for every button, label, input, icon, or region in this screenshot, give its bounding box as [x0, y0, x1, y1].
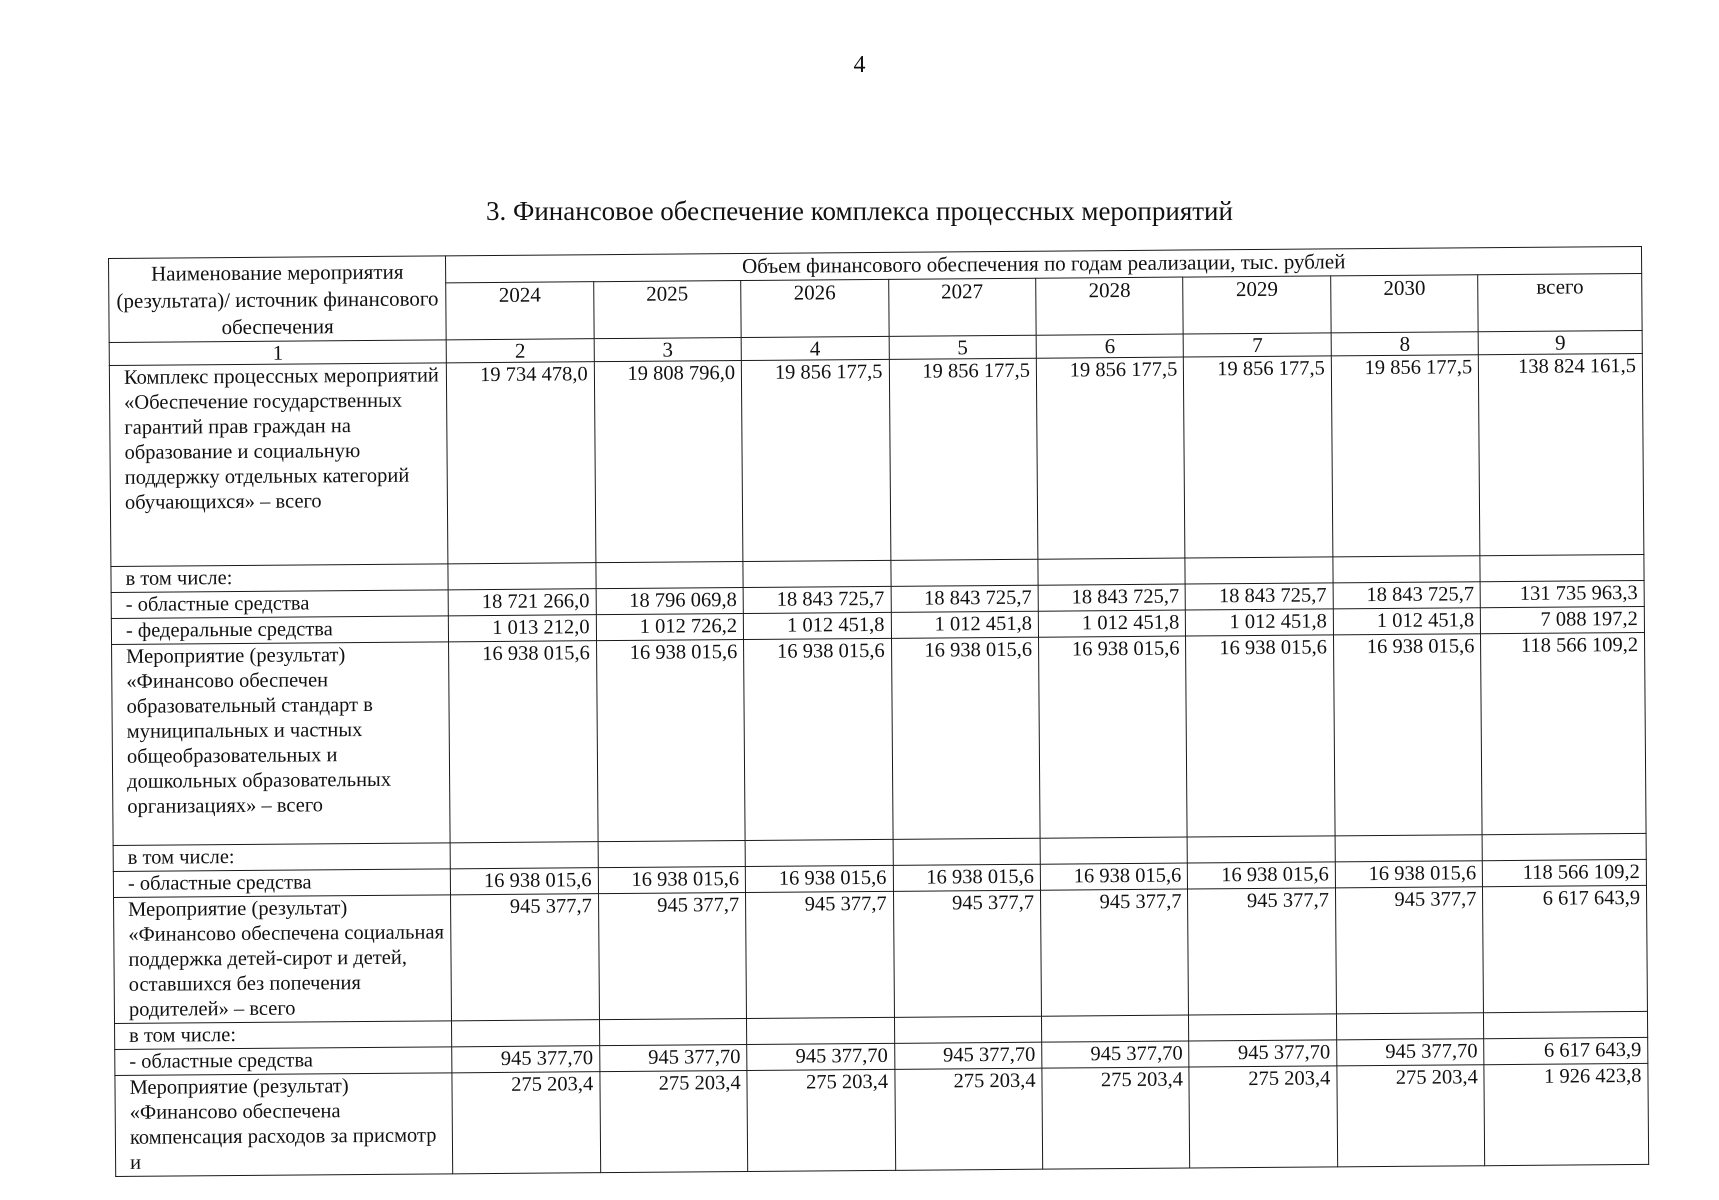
cell-value: [1040, 837, 1188, 864]
cell-value: 18 796 069,8: [596, 588, 744, 615]
cell-value: 18 721 266,0: [448, 589, 596, 616]
cell-value: 19 856 177,5: [741, 359, 890, 561]
row-name: - областные средства: [115, 1047, 452, 1076]
cell-value: [1042, 1015, 1190, 1042]
column-number: 7: [1184, 333, 1332, 357]
cell-value: 1 013 212,0: [449, 615, 597, 642]
cell-value: 945 377,70: [1337, 1039, 1485, 1066]
header-total: всего: [1478, 273, 1642, 331]
cell-value: 19 856 177,5: [889, 358, 1038, 560]
cell-value: 16 938 015,6: [598, 867, 746, 894]
cell-value: 18 843 725,7: [891, 585, 1039, 612]
header-year: 2025: [593, 281, 741, 339]
cell-value: 16 938 015,6: [745, 865, 893, 892]
cell-value: 945 377,7: [746, 891, 894, 1018]
cell-value: 275 203,4: [1337, 1065, 1485, 1167]
cell-value: [1336, 1013, 1484, 1040]
row-name: в том числе:: [113, 843, 450, 872]
cell-value: 945 377,70: [1189, 1040, 1337, 1067]
page-number: 4: [853, 52, 866, 78]
cell-value: [1333, 556, 1481, 583]
cell-value: [448, 563, 596, 590]
cell-value: 16 938 015,6: [1040, 863, 1188, 890]
cell-value: 138 824 161,5: [1479, 353, 1644, 555]
row-name: - федеральные средства: [111, 616, 448, 645]
column-number: 5: [889, 335, 1037, 359]
cell-value: 275 203,4: [1189, 1066, 1337, 1168]
cell-value: 19 808 796,0: [594, 361, 743, 563]
cell-value: 18 843 725,7: [743, 586, 891, 613]
column-number: 1: [109, 340, 446, 366]
table-row: [112, 632, 1647, 845]
cell-value: [1185, 557, 1333, 584]
cell-value: 6 617 643,9: [1483, 885, 1648, 1012]
cell-value: [1335, 835, 1483, 862]
cell-value: [1480, 554, 1644, 581]
row-name: Мероприятие (результат) «Финансово обеспечена компенсация расходов за присмотр и: [115, 1073, 453, 1177]
cell-value: 945 377,7: [451, 894, 599, 1021]
cell-value: 131 735 963,3: [1480, 580, 1644, 607]
cell-value: 118 566 109,2: [1481, 632, 1646, 834]
row-name: Мероприятие (результат) «Финансово обеспечен образовательный стандарт в муниципальных и частных общеобразовательных и дошкольных образовательных организациях» – всего: [112, 642, 451, 846]
cell-value: 16 938 015,6: [891, 637, 1040, 839]
header-year: 2027: [888, 278, 1036, 336]
header-year: 2024: [446, 282, 594, 340]
cell-value: [890, 559, 1038, 586]
cell-value: 19 856 177,5: [1331, 355, 1480, 557]
cell-value: 945 377,7: [1335, 887, 1483, 1014]
header-year: 2028: [1036, 277, 1184, 335]
financing-table-wrapper: [108, 246, 1649, 1177]
cell-value: 16 938 015,6: [1188, 862, 1336, 889]
row-name: в том числе:: [111, 564, 448, 593]
cell-value: 275 203,4: [894, 1068, 1042, 1170]
cell-value: 275 203,4: [452, 1072, 600, 1174]
cell-value: 1 926 423,8: [1484, 1063, 1648, 1165]
cell-value: 1 012 726,2: [596, 614, 744, 641]
cell-value: 1 012 451,8: [891, 611, 1039, 638]
cell-value: 19 734 478,0: [447, 362, 596, 564]
cell-value: 1 012 451,8: [1186, 609, 1334, 636]
cell-value: 16 938 015,6: [1333, 634, 1482, 836]
cell-value: 945 377,7: [1041, 889, 1189, 1016]
cell-value: [1482, 833, 1646, 860]
cell-value: 19 856 177,5: [1036, 357, 1185, 559]
cell-value: 118 566 109,2: [1483, 859, 1647, 886]
cell-value: 945 377,7: [893, 890, 1041, 1017]
cell-value: 16 938 015,6: [893, 864, 1041, 891]
financing-table: [108, 246, 1649, 1177]
header-group: Объем финансового обеспечения по годам реализации, тыс. рублей: [446, 246, 1642, 282]
column-number: 3: [594, 338, 742, 362]
column-number: 6: [1036, 334, 1184, 358]
table-row: [115, 1063, 1649, 1176]
cell-value: 945 377,70: [894, 1042, 1042, 1069]
cell-value: 945 377,7: [1188, 888, 1336, 1015]
cell-value: [1038, 558, 1186, 585]
cell-value: [893, 838, 1041, 865]
cell-value: [1484, 1011, 1648, 1038]
table-row: [114, 885, 1648, 1023]
cell-value: 1 012 451,8: [1038, 610, 1186, 637]
cell-value: [747, 1017, 895, 1044]
table-row: [109, 353, 1644, 566]
cell-value: 1 012 451,8: [1333, 608, 1481, 635]
cell-value: [598, 841, 746, 868]
cell-value: 275 203,4: [1042, 1067, 1190, 1169]
section-title: 3. Финансовое обеспечение комплекса процессных мероприятий: [486, 196, 1233, 226]
header-year: 2029: [1183, 276, 1331, 334]
row-name: в том числе:: [115, 1021, 452, 1050]
cell-value: [743, 560, 891, 587]
cell-value: 945 377,70: [599, 1045, 747, 1072]
cell-value: 16 938 015,6: [744, 638, 893, 840]
cell-value: 6 617 643,9: [1484, 1037, 1648, 1064]
cell-value: 18 843 725,7: [1186, 583, 1334, 610]
row-name: Комплекс процессных мероприятий «Обеспечение государственных гарантий прав граждан на образование и социальную поддержку отдельных категорий обучающихся» – всего: [109, 363, 448, 567]
column-number: 9: [1478, 330, 1642, 354]
cell-value: [596, 562, 744, 589]
cell-value: 1 012 451,8: [743, 612, 891, 639]
row-name: - областные средства: [113, 869, 450, 898]
cell-value: 945 377,70: [747, 1043, 895, 1070]
cell-value: 16 938 015,6: [596, 640, 745, 842]
cell-value: [599, 1019, 747, 1046]
cell-value: 945 377,70: [452, 1046, 600, 1073]
cell-value: [1188, 836, 1336, 863]
cell-value: [894, 1016, 1042, 1043]
header-year: 2030: [1331, 275, 1479, 333]
cell-value: 16 938 015,6: [451, 868, 599, 895]
header-year: 2026: [741, 279, 889, 337]
cell-value: 16 938 015,6: [1335, 861, 1483, 888]
cell-value: 275 203,4: [600, 1071, 748, 1173]
cell-value: [745, 839, 893, 866]
cell-value: 275 203,4: [747, 1069, 895, 1171]
cell-value: [452, 1020, 600, 1047]
cell-value: 945 377,70: [1042, 1041, 1190, 1068]
cell-value: [1189, 1014, 1337, 1041]
row-name: Мероприятие (результат) «Финансово обеспечена социальная поддержка детей-сирот и детей, оставшихся без попечения родителей» – всего: [114, 895, 452, 1024]
header-name: Наименование мероприятия (результата)/ источник финансового обеспечения: [109, 256, 447, 343]
row-name: - областные средства: [111, 590, 448, 619]
cell-value: 19 856 177,5: [1184, 356, 1333, 558]
cell-value: 16 938 015,6: [1186, 635, 1335, 837]
cell-value: 18 843 725,7: [1333, 582, 1481, 609]
cell-value: 16 938 015,6: [449, 641, 598, 843]
column-number: 4: [741, 336, 889, 360]
column-number: 8: [1331, 332, 1479, 356]
cell-value: [450, 842, 598, 869]
cell-value: 945 377,7: [598, 893, 746, 1020]
cell-value: 7 088 197,2: [1481, 606, 1645, 633]
cell-value: 16 938 015,6: [1039, 636, 1188, 838]
column-number: 2: [446, 339, 594, 363]
cell-value: 18 843 725,7: [1038, 584, 1186, 611]
